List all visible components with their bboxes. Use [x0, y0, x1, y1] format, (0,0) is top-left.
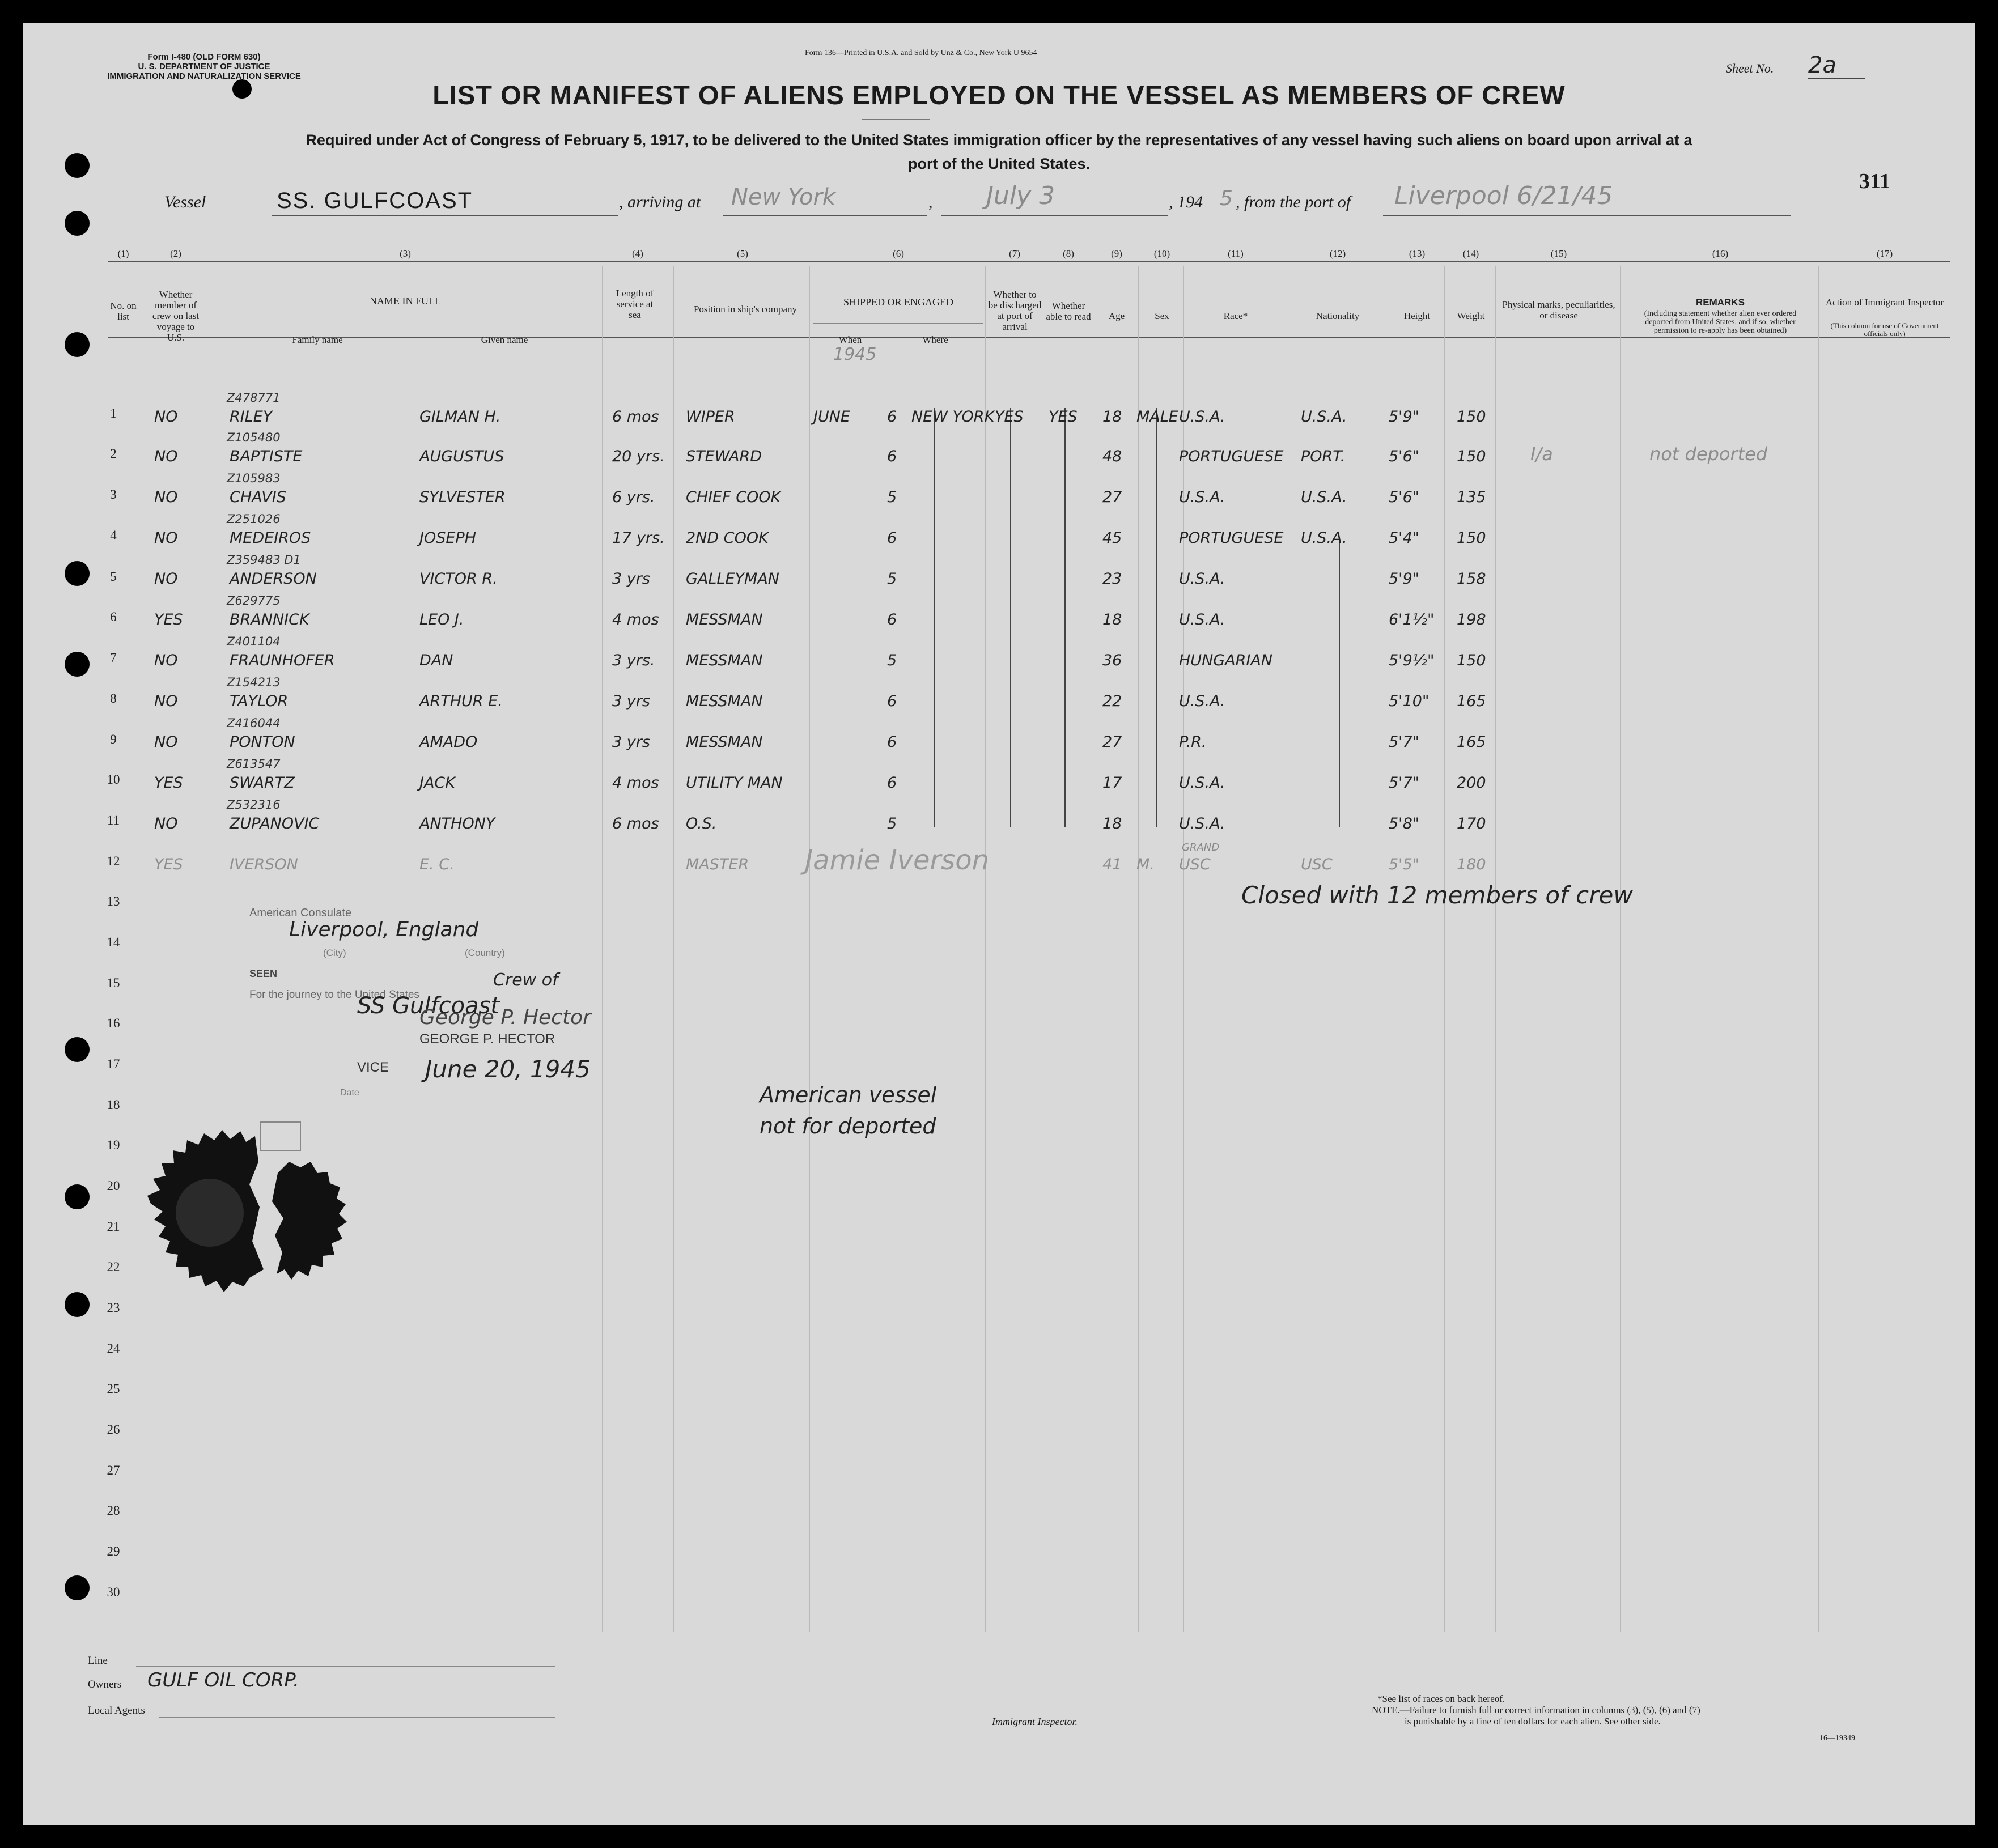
col-service-header: Length of service at sea	[616, 288, 654, 320]
cell-weight: 150	[1457, 529, 1486, 547]
col-remarks-header: REMARKS	[1696, 297, 1745, 308]
cell-given: ARTHUR E.	[419, 693, 503, 710]
cell-when-d: 5	[887, 488, 897, 506]
row2-remark: not deported	[1649, 443, 1768, 465]
cell-weight: 180	[1457, 856, 1486, 873]
subtitle-line-2: port of the United States.	[907, 155, 1090, 172]
z-number: Z359483 D1	[227, 553, 301, 567]
z-number: Z154213	[227, 676, 281, 689]
cell-when-d: 5	[887, 570, 897, 588]
embossed-seal-icon	[130, 1082, 402, 1326]
col-prev-voyage-header: Whether member of crew on last voyage to U.S.	[152, 289, 200, 343]
consul-signature: George P. Hector	[419, 1006, 591, 1029]
master-signature: Jamie Iverson	[805, 844, 990, 876]
cell-race: U.S.A.	[1179, 815, 1225, 832]
col-sex-header: Sex	[1155, 311, 1169, 321]
penalty-note-2: is punishable by a fine of ten dollars for each alien. See other side.	[1405, 1716, 1661, 1727]
punch-hole	[65, 211, 90, 236]
cell-when-d: 6	[887, 611, 897, 628]
cell-family: ANDERSON	[230, 570, 317, 588]
cell-race: P.R.	[1179, 733, 1207, 751]
arrival-date: July 3	[986, 181, 1055, 210]
cell-given: LEO J.	[419, 611, 464, 628]
z-number: Z105480	[227, 431, 281, 444]
punch-hole	[65, 561, 90, 586]
vessel-label: Vessel	[164, 193, 206, 211]
punch-hole	[65, 1292, 90, 1317]
col-no-header: No. on list	[110, 300, 137, 322]
cell-age: 23	[1102, 570, 1122, 588]
title-rule	[862, 119, 930, 120]
cell-prev: YES	[154, 856, 183, 873]
cell-nat: USC	[1301, 856, 1333, 873]
col-age-header: Age	[1108, 311, 1125, 321]
cell-service: 3 yrs	[612, 570, 650, 588]
cell-height: 5'9"	[1389, 570, 1420, 588]
vessel-name: SS. GULFCOAST	[277, 188, 473, 213]
cell-service: 3 yrs.	[612, 652, 655, 669]
col-height-header: Height	[1403, 311, 1431, 321]
cell-service: 6 mos	[612, 815, 659, 832]
cell-position: 2ND COOK	[686, 529, 769, 547]
cell-age: 41	[1102, 856, 1122, 873]
cell-service: 20 yrs.	[612, 448, 665, 465]
cell-weight: 165	[1457, 693, 1486, 710]
inspector-label: Immigrant Inspector.	[992, 1716, 1078, 1727]
cell-age: 18	[1102, 815, 1122, 832]
cell-race: U.S.A.	[1179, 408, 1225, 426]
cell-when-d: 5	[887, 815, 897, 832]
cell-service: 17 yrs.	[612, 529, 665, 547]
z-number: Z401104	[227, 635, 281, 648]
cell-family: BRANNICK	[230, 611, 309, 628]
cell-age: 48	[1102, 448, 1122, 465]
cell-service: 3 yrs	[612, 733, 650, 751]
cell-age: 27	[1102, 488, 1122, 506]
cell-given: JACK	[419, 774, 455, 792]
col-where: Where	[922, 334, 948, 345]
cell-given: AUGUSTUS	[419, 448, 504, 465]
owners-label: Owners	[88, 1679, 122, 1690]
when-year: 1945	[833, 345, 877, 364]
cell-family: RILEY	[230, 408, 273, 426]
cell-weight: 150	[1457, 652, 1486, 669]
cell-weight: 158	[1457, 570, 1486, 588]
cell-weight: 135	[1457, 488, 1486, 506]
cell-when-d: 6	[887, 529, 897, 547]
cell-race: USC	[1179, 856, 1211, 873]
col-when: When	[838, 334, 862, 345]
z-number: Z532316	[227, 798, 281, 812]
cell-height: 6'1½"	[1389, 611, 1435, 628]
cell-when-d: 5	[887, 652, 897, 669]
service: IMMIGRATION AND NATURALIZATION SERVICE	[107, 71, 301, 81]
col-given-name: Given name	[481, 334, 528, 345]
cell-discharge: YES	[995, 408, 1024, 426]
cell-family: CHAVIS	[230, 488, 286, 506]
cell-height: 5'6"	[1389, 448, 1420, 465]
col-shipped-header: SHIPPED OR ENGAGED	[843, 296, 953, 308]
cell-given: VICTOR R.	[419, 570, 498, 588]
cell-nat: PORT.	[1301, 448, 1346, 465]
cell-nat: U.S.A.	[1301, 408, 1347, 426]
cell-height: 5'9"	[1389, 408, 1420, 426]
subtitle-line-1: Required under Act of Congress of February 5, 1917, to be delivered to the United States immigration officer by the representatives of any vessel having such aliens on board upon arrival at a	[306, 131, 1692, 148]
cell-prev: YES	[154, 774, 183, 792]
cell-when-d: 6	[887, 448, 897, 465]
closing-note: Closed with 12 members of crew	[1241, 881, 1633, 909]
cell-position: GALLEYMAN	[686, 570, 779, 588]
cell-height: 5'4"	[1389, 529, 1420, 547]
cell-position: O.S.	[686, 815, 717, 832]
cell-weight: 150	[1457, 408, 1486, 426]
col-name-header: NAME IN FULL	[370, 295, 441, 307]
punch-hole	[65, 1037, 90, 1062]
cell-weight: 165	[1457, 733, 1486, 751]
z-number: Z478771	[227, 391, 281, 405]
cell-age: 45	[1102, 529, 1122, 547]
from-label: , from the port of	[1236, 193, 1351, 211]
cell-race: U.S.A.	[1179, 774, 1225, 792]
cell-weight: 170	[1457, 815, 1486, 832]
cell-position: STEWARD	[686, 448, 762, 465]
cell-weight: 200	[1457, 774, 1486, 792]
cell-race: PORTUGUESE	[1179, 529, 1284, 547]
form-id-block	[85, 52, 323, 81]
cell-service: 6 yrs.	[612, 488, 655, 506]
cell-service: 3 yrs	[612, 693, 650, 710]
col-position-header: Position in ship's company	[693, 304, 797, 315]
cell-when-d: 6	[887, 733, 897, 751]
cell-race: U.S.A.	[1179, 570, 1225, 588]
arrival-port: New York	[731, 184, 836, 210]
manifest-page: Form I-480 (OLD FORM 630) U. S. DEPARTMENT OF JUSTICE IMMIGRATION AND NATURALIZATION SERVICE Form 136—Printed in U.S.A. and Sold by Unz & Co., New York U 9654 Sheet No. 2a LIST OR MANIFEST OF ALIENS EMPLOYED ON THE VESSEL AS MEMBERS OF CREW Required under Act of Congress of February 5, 1917, to be delivered to the United States immigration officer by the representatives of any vessel having such aliens on board upon arrival at a port of the United States. 311 Vessel SS. GULFCOAST , arriving at New York , July 3 , 194 5 , from the port of Liverpool 6/21/45 (1) (2) (3) (4) (5) (6) (7) (8) (9) (10) (11) (12) (13) (14) (15) (16) (17) No. on list Whether member of crew on last voyage to U.S. NAME IN FULL Family name Given name Length of service at sea Position in ship's company SHIPPED OR ENGAGED When Where Whether to be discharged at port of arrival Whether able to read Age Sex Race* Nationality Height Weight Physical marks, peculiarities, or disease REMARKS (Including statement whether alien ever ordered deported from United States, and if so, whether permission to re-apply has been obtained) Action of Immigrant Inspector (This column for use of Government officials only) 1945 1 2 3 4 5 6 7 8 9 10 11 12 13 14 15 16 17 18 19 20 21 22 23 24 25 26 27 28 29 30 Z478771 NO RILEY GILMAN H. 6 mos WIPER JUNE 6 NEW YORK YES YES 18 MALE U.S.A. U.S.A. 5'9" 150 Z105480 NO BAPTISTE AUGUSTUS 20 yrs. STEWARD 6 48 PORTUGUESE PORT. 5'6" 150 Z105983 NO CHAVIS SYLVESTER 6 yrs. CHIEF COOK 5 27 U.S.A. U.S.A. 5'6" 135 Z251026 NO MEDEIROS JOSEPH 17 yrs. 2ND COOK 6 45 PORTUGUESE U.S.A. 5'4" 150 Z359483 D1 NO ANDERSON VICTOR R. 3 yrs GALLEYMAN 5 23 U.S.A. 5'9" 158 Z629775 YES BRANNICK LEO J. 4 mos MESSMAN 6 18 U.S.A. 6'1½" 198 Z401104 NO FRAUNHOFER DAN 3 yrs. MESSMAN 5 36 HUNGARIAN 5'9½" 150 Z154213 NO TAYLOR ARTHUR E. 3 yrs MESSMAN 6 22 U.S.A. 5'10" 165 Z416044 NO PONTON AMADO 3 yrs MESSMAN 6 27 P.R. 5'7" 165 Z613547 YES SWARTZ JACK 4 mos UTILITY MAN 6 17 U.S.A. 5'7" 200 Z532316 NO ZUPANOVIC ANTHONY 6 mos O.S. 5 18 U.S.A. 5'8" 170 YES IVERSON E. C. MASTER 41 M. USC USC 5'5" 180 Jamie Iverson GRAND I/a not deported Closed with 12 members of crew American Consulate Liverpool, England (City) (Country) SEEN For the journey to the United States Crew of SS Gulfcoast George P. Hector GEORGE P. HECTOR VICE June 20, 1945 Date American vessel not for deported Line Owners GULF OIL CORP. Local Agents Immigrant Inspector. *See list of races on back hereof. NOTE.—Failure to furnish full or correct information in columns (3), (5), (6) and (7) is punishable by a fine of ten dollars for each alien. See other side. 16—19349	[23, 23, 1975, 1825]
cell-position: WIPER	[686, 408, 735, 426]
cell-prev: NO	[154, 815, 178, 832]
cell-family: MEDEIROS	[230, 529, 311, 547]
punch-hole	[65, 332, 90, 357]
cell-prev: NO	[154, 693, 178, 710]
cell-read: YES	[1049, 408, 1078, 426]
punch-hole	[65, 652, 90, 677]
printer-note: Form 136—Printed in U.S.A. and Sold by Unz & Co., New York U 9654	[805, 49, 1037, 57]
penalty-note-1: NOTE.—Failure to furnish full or correct information in columns (3), (5), (6) and (7)	[1372, 1705, 1700, 1715]
cell-age: 18	[1102, 611, 1122, 628]
cell-family: SWARTZ	[230, 774, 295, 792]
cell-height: 5'7"	[1389, 774, 1420, 792]
cell-when-d: 6	[887, 408, 897, 426]
cell-family: PONTON	[230, 733, 295, 751]
cell-age: 22	[1102, 693, 1122, 710]
cell-nat: U.S.A.	[1301, 488, 1347, 506]
z-number: Z629775	[227, 594, 281, 607]
cell-position: MESSMAN	[686, 733, 763, 751]
cell-nat: U.S.A.	[1301, 529, 1347, 547]
punch-hole	[65, 1184, 90, 1209]
agents-label: Local Agents	[88, 1705, 145, 1717]
cell-height: 5'9½"	[1389, 652, 1435, 669]
cell-prev: NO	[154, 733, 178, 751]
col-nationality-header: Nationality	[1316, 311, 1360, 321]
owners-value: GULF OIL CORP.	[147, 1669, 299, 1692]
cell-race: U.S.A.	[1179, 488, 1225, 506]
cell-weight: 150	[1457, 448, 1486, 465]
cell-family: ZUPANOVIC	[230, 815, 320, 832]
cell-given: DAN	[419, 652, 453, 669]
cell-position: MASTER	[686, 856, 749, 873]
row2-marks: I/a	[1530, 443, 1553, 465]
cell-family: TAYLOR	[230, 693, 289, 710]
cell-service: 6 mos	[612, 408, 659, 426]
cell-where: NEW YORK	[911, 408, 995, 426]
col-weight-header: Weight	[1457, 311, 1485, 321]
sheet-label: Sheet No.	[1726, 61, 1774, 75]
col-remarks-note: (Including statement whether alien ever ordered deported from United States, and if so, whether permission to re-apply has been obtained)	[1644, 309, 1797, 335]
line-label: Line	[88, 1655, 108, 1667]
cell-service: 4 mos	[612, 774, 659, 792]
race-note: *See list of races on back hereof.	[1377, 1693, 1505, 1704]
cell-prev: NO	[154, 488, 178, 506]
col-race-header: Race*	[1223, 311, 1248, 321]
cell-height: 5'5"	[1389, 856, 1420, 873]
cell-when-d: 6	[887, 693, 897, 710]
col-action-header: Action of Immigrant Inspector	[1825, 297, 1944, 308]
z-number: Z251026	[227, 512, 281, 526]
cell-race: U.S.A.	[1179, 693, 1225, 710]
cell-family: FRAUNHOFER	[230, 652, 335, 669]
col-discharge-header: Whether to be discharged at port of arrival	[988, 289, 1042, 332]
cell-position: MESSMAN	[686, 693, 763, 710]
cell-position: CHIEF COOK	[686, 488, 781, 506]
col-physical-header: Physical marks, peculiarities, or disease	[1502, 299, 1615, 321]
cell-height: 5'10"	[1389, 693, 1429, 710]
cell-when-m: JUNE	[813, 408, 850, 426]
cell-height: 5'7"	[1389, 733, 1420, 751]
cell-when-d: 6	[887, 774, 897, 792]
department: U. S. DEPARTMENT OF JUSTICE	[138, 62, 270, 71]
cell-prev: NO	[154, 529, 178, 547]
cell-prev: YES	[154, 611, 183, 628]
cell-position: MESSMAN	[686, 611, 763, 628]
cell-given: SYLVESTER	[419, 488, 506, 506]
cell-service: 4 mos	[612, 611, 659, 628]
document-title: LIST OR MANIFEST OF ALIENS EMPLOYED ON THE VESSEL AS MEMBERS OF CREW	[432, 80, 1566, 110]
arriving-label: , arriving at	[619, 193, 701, 211]
cell-age: 36	[1102, 652, 1122, 669]
form-number: Form I-480 (OLD FORM 630)	[147, 52, 261, 62]
cell-position: UTILITY MAN	[686, 774, 783, 792]
z-number: Z613547	[227, 757, 281, 771]
cell-sex: MALE	[1136, 408, 1178, 426]
cell-prev: NO	[154, 408, 178, 426]
from-port: Liverpool 6/21/45	[1394, 181, 1613, 210]
col-family-name: Family name	[292, 334, 343, 345]
cell-prev: NO	[154, 652, 178, 669]
col-read-header: Whether able to read	[1046, 300, 1091, 322]
cell-age: 18	[1102, 408, 1122, 426]
cell-prev: NO	[154, 570, 178, 588]
grand-note: GRAND	[1182, 842, 1220, 853]
cell-given: AMADO	[419, 733, 478, 751]
cell-weight: 198	[1457, 611, 1486, 628]
cell-age: 17	[1102, 774, 1122, 792]
col-action-note: (This column for use of Government officials only)	[1830, 321, 1939, 338]
z-number: Z416044	[227, 716, 281, 730]
cell-family: BAPTISTE	[230, 448, 303, 465]
cell-prev: NO	[154, 448, 178, 465]
cell-given: JOSEPH	[419, 529, 476, 547]
cell-height: 5'8"	[1389, 815, 1420, 832]
stamp-number: 311	[1859, 169, 1890, 193]
cell-race: U.S.A.	[1179, 611, 1225, 628]
cell-given: ANTHONY	[419, 815, 495, 832]
cell-given: GILMAN H.	[419, 408, 501, 426]
sheet-value: 2a	[1808, 52, 1865, 79]
cell-given: E. C.	[419, 856, 455, 873]
cell-position: MESSMAN	[686, 652, 763, 669]
cell-sex: M.	[1136, 856, 1155, 873]
doc-number: 16—19349	[1819, 1734, 1855, 1743]
cell-height: 5'6"	[1389, 488, 1420, 506]
cell-age: 27	[1102, 733, 1122, 751]
cell-race: PORTUGUESE	[1179, 448, 1284, 465]
cell-family: IVERSON	[230, 856, 298, 873]
american-vessel-note: American vessel	[760, 1082, 937, 1107]
year-prefix: , 194	[1169, 193, 1203, 211]
punch-hole	[65, 1575, 90, 1600]
cell-race: HUNGARIAN	[1179, 652, 1273, 669]
year-suffix: 5	[1220, 187, 1233, 210]
z-number: Z105983	[227, 471, 281, 485]
not-deported-note: not for deported	[760, 1114, 936, 1138]
